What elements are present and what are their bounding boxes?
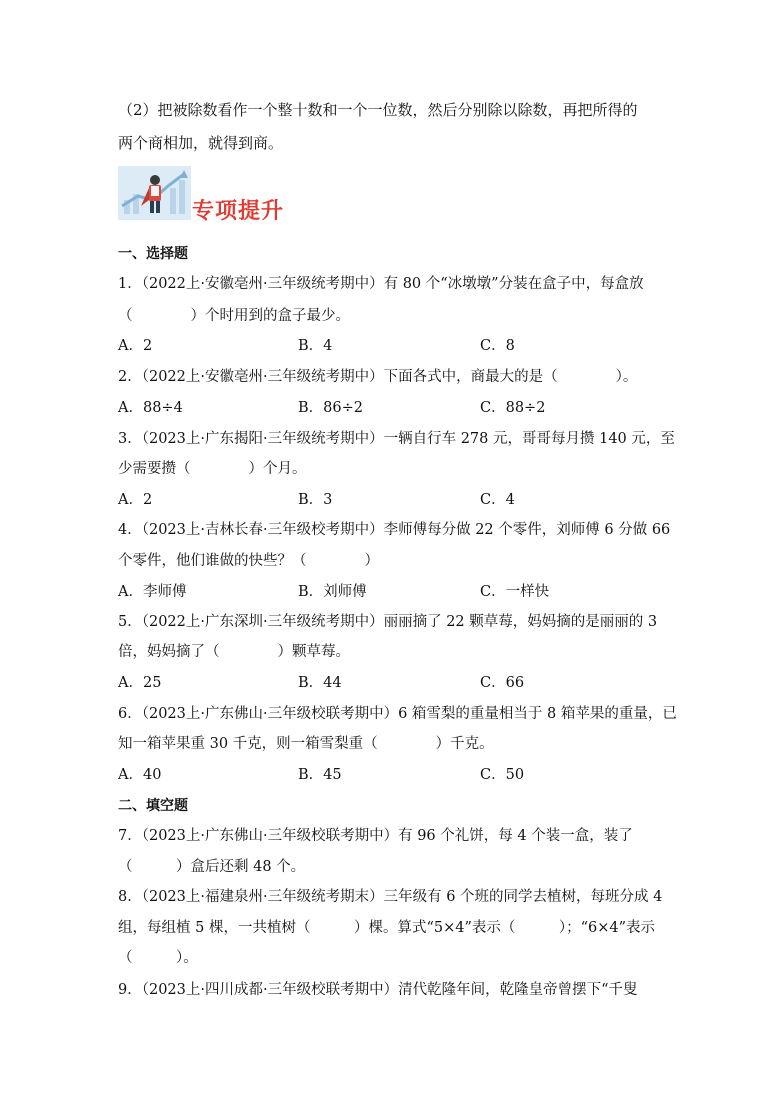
question-1-line-2: （ ）个时用到的盒子最少。 [118, 308, 350, 324]
question-1-line-1: 1．（2022上·安徽亳州·三年级统考期中）有 80 个“冰墩墩”分装在盒子中，每盒放 [118, 276, 644, 292]
question-3-line-2: 少需要攒（ ）个月。 [118, 461, 307, 477]
option-a[interactable]: A．李师傅 [118, 584, 187, 600]
question-8-line-1: 8．（2023上·福建泉州·三年级统考期末）三年级有 6 个班的同学去植树，每班分成 4 [118, 889, 663, 905]
option-c[interactable]: C．50 [480, 767, 525, 783]
option-b[interactable]: B．86÷2 [298, 400, 363, 416]
intro-line-1: （2）把被除数看作一个整十数和一个一位数，然后分别除以除数，再把所得的 [118, 101, 638, 119]
option-b[interactable]: B．刘师傅 [298, 584, 367, 600]
option-c[interactable]: C．4 [480, 492, 515, 508]
intro-line-2: 两个商相加，就得到商。 [118, 134, 284, 152]
option-c[interactable]: C．88÷2 [480, 400, 546, 416]
option-a[interactable]: A．2 [118, 492, 153, 508]
section-banner [118, 166, 298, 226]
option-b[interactable]: B．3 [298, 492, 333, 508]
banner-title: 专项提升 [192, 199, 285, 224]
option-b[interactable]: B．44 [298, 675, 342, 691]
section-heading-choice: 一、选择题 [118, 246, 188, 262]
option-a[interactable]: A．25 [118, 675, 162, 691]
question-3-line-1: 3．（2023上·广东揭阳·三年级统考期中）一辆自行车 278 元，哥哥每月攒 140 元，至 [118, 431, 675, 447]
question-4-line-1: 4．（2023上·吉林长春·三年级校考期中）李师傅每分做 22 个零件，刘师傅 6 分做 66 [118, 522, 671, 538]
option-c[interactable]: C．66 [480, 675, 525, 691]
question-6-line-1: 6．（2023上·广东佛山·三年级校联考期中）6 箱雪梨的重量相当于 8 箱苹果的重量，已 [118, 706, 677, 722]
option-a[interactable]: A．2 [118, 338, 153, 354]
option-a[interactable]: A．88÷4 [118, 400, 183, 416]
question-7-line-2: （ ）盒后还剩 48 个。 [118, 859, 306, 875]
question-8-line-3: （ ）。 [118, 950, 198, 966]
question-9-line-1: 9．（2023上·四川成都·三年级校联考期中）清代乾隆年间，乾隆皇帝曾摆下“千叟 [118, 982, 638, 998]
option-b[interactable]: B．4 [298, 338, 333, 354]
growth-chart-person-icon [118, 166, 191, 220]
option-c[interactable]: C．一样快 [480, 584, 550, 600]
question-7-line-1: 7．（2023上·广东佛山·三年级校联考期中）有 96 个礼饼，每 4 个装一盒，装了 [118, 828, 633, 844]
option-b[interactable]: B．45 [298, 767, 342, 783]
question-2-line-1: 2．（2022上·安徽亳州·三年级统考期中）下面各式中，商最大的是（ ）。 [118, 369, 638, 385]
question-5-line-2: 倍，妈妈摘了（ ）颗草莓。 [118, 644, 350, 660]
section-heading-fill: 二、填空题 [118, 798, 188, 814]
option-a[interactable]: A．40 [118, 767, 162, 783]
question-5-line-1: 5．（2022上·广东深圳·三年级统考期中）丽丽摘了 22 颗草莓，妈妈摘的是丽丽的 3 [118, 614, 658, 630]
question-4-line-2: 个零件，他们谁做的快些？（ ） [118, 553, 379, 569]
question-8-line-2: 组，每组植 5 棵，一共植树（ ）棵。算式“5×4”表示（ ）；“6×4”表示 [118, 920, 656, 936]
option-c[interactable]: C．8 [480, 338, 515, 354]
question-6-line-2: 知一箱苹果重 30 千克，则一箱雪梨重（ ）千克。 [118, 736, 494, 752]
